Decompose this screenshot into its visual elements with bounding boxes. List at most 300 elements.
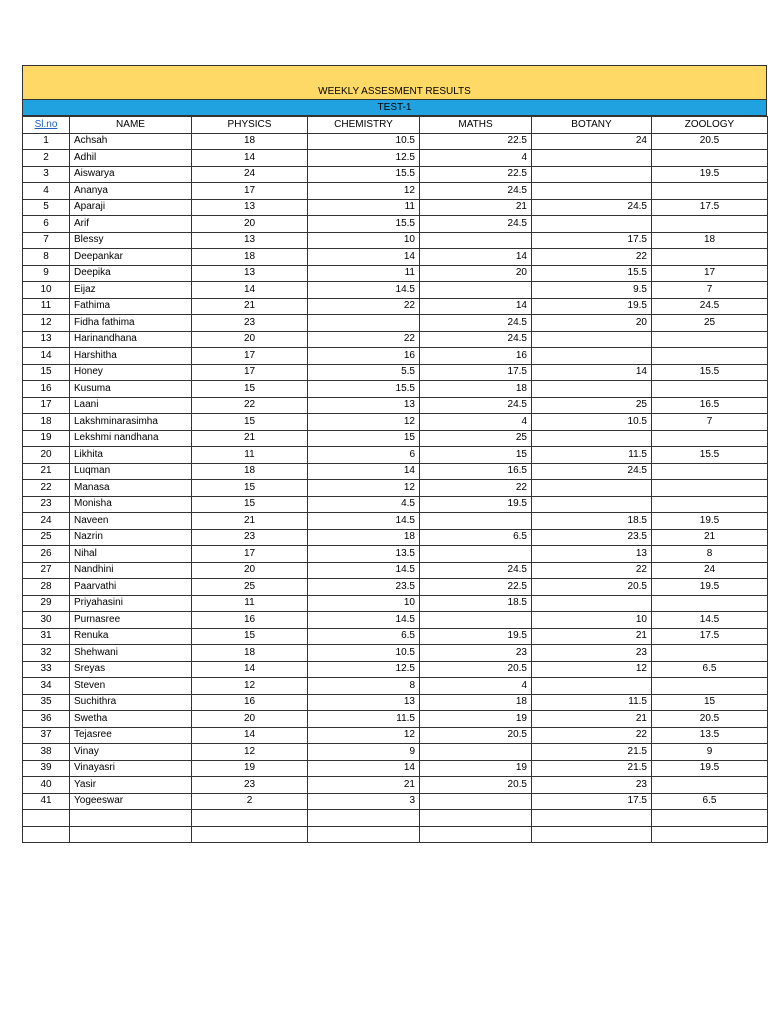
cell-name[interactable]: Luqman <box>70 463 192 480</box>
cell-maths[interactable]: 20.5 <box>420 727 532 744</box>
cell-zoology[interactable] <box>652 810 768 827</box>
cell-maths[interactable]: 16.5 <box>420 463 532 480</box>
cell-slno[interactable]: 30 <box>23 612 70 629</box>
cell-physics[interactable]: 20 <box>192 216 308 233</box>
cell-slno[interactable]: 4 <box>23 183 70 200</box>
cell-physics[interactable]: 22 <box>192 397 308 414</box>
cell-zoology[interactable]: 16.5 <box>652 397 768 414</box>
cell-chemistry[interactable]: 23.5 <box>308 579 420 596</box>
cell-slno[interactable]: 33 <box>23 661 70 678</box>
cell-maths[interactable]: 16 <box>420 348 532 365</box>
cell-botany[interactable]: 17.5 <box>532 793 652 810</box>
cell-botany[interactable]: 11.5 <box>532 447 652 464</box>
cell-botany[interactable] <box>532 348 652 365</box>
cell-botany[interactable] <box>532 496 652 513</box>
cell-zoology[interactable] <box>652 777 768 794</box>
cell-botany[interactable] <box>532 810 652 827</box>
cell-physics[interactable]: 16 <box>192 694 308 711</box>
cell-chemistry[interactable] <box>308 315 420 332</box>
cell-maths[interactable] <box>420 612 532 629</box>
cell-slno[interactable]: 37 <box>23 727 70 744</box>
cell-chemistry[interactable]: 12 <box>308 183 420 200</box>
cell-slno[interactable]: 34 <box>23 678 70 695</box>
cell-physics[interactable]: 21 <box>192 298 308 315</box>
cell-name[interactable]: Lakshminarasimha <box>70 414 192 431</box>
cell-slno[interactable]: 41 <box>23 793 70 810</box>
cell-slno[interactable]: 23 <box>23 496 70 513</box>
cell-slno[interactable]: 7 <box>23 232 70 249</box>
cell-name[interactable]: Blessy <box>70 232 192 249</box>
cell-slno[interactable]: 35 <box>23 694 70 711</box>
cell-slno[interactable]: 28 <box>23 579 70 596</box>
cell-name[interactable]: Manasa <box>70 480 192 497</box>
cell-name[interactable]: Fathima <box>70 298 192 315</box>
cell-maths[interactable]: 20 <box>420 265 532 282</box>
cell-botany[interactable]: 15.5 <box>532 265 652 282</box>
cell-zoology[interactable]: 25 <box>652 315 768 332</box>
cell-chemistry[interactable]: 16 <box>308 348 420 365</box>
cell-chemistry[interactable]: 13.5 <box>308 546 420 563</box>
cell-physics[interactable]: 14 <box>192 150 308 167</box>
cell-zoology[interactable]: 20.5 <box>652 133 768 150</box>
cell-botany[interactable]: 20 <box>532 315 652 332</box>
cell-maths[interactable] <box>420 232 532 249</box>
cell-name[interactable]: Swetha <box>70 711 192 728</box>
cell-botany[interactable] <box>532 331 652 348</box>
cell-slno[interactable]: 40 <box>23 777 70 794</box>
cell-botany[interactable]: 19.5 <box>532 298 652 315</box>
cell-name[interactable] <box>70 810 192 827</box>
cell-botany[interactable]: 18.5 <box>532 513 652 530</box>
cell-maths[interactable]: 21 <box>420 199 532 216</box>
cell-slno[interactable]: 18 <box>23 414 70 431</box>
cell-zoology[interactable]: 19.5 <box>652 513 768 530</box>
cell-name[interactable]: Paarvathi <box>70 579 192 596</box>
cell-physics[interactable]: 20 <box>192 331 308 348</box>
cell-botany[interactable]: 25 <box>532 397 652 414</box>
cell-name[interactable]: Honey <box>70 364 192 381</box>
cell-maths[interactable] <box>420 793 532 810</box>
cell-zoology[interactable]: 8 <box>652 546 768 563</box>
cell-maths[interactable]: 22.5 <box>420 133 532 150</box>
cell-maths[interactable]: 22.5 <box>420 579 532 596</box>
cell-zoology[interactable]: 7 <box>652 282 768 299</box>
cell-name[interactable]: Lekshmi nandhana <box>70 430 192 447</box>
cell-maths[interactable]: 6.5 <box>420 529 532 546</box>
cell-name[interactable]: Naveen <box>70 513 192 530</box>
cell-botany[interactable]: 24.5 <box>532 463 652 480</box>
cell-chemistry[interactable]: 10 <box>308 232 420 249</box>
cell-maths[interactable]: 14 <box>420 298 532 315</box>
cell-chemistry[interactable]: 14 <box>308 760 420 777</box>
cell-slno[interactable]: 9 <box>23 265 70 282</box>
cell-zoology[interactable]: 6.5 <box>652 661 768 678</box>
cell-physics[interactable]: 14 <box>192 661 308 678</box>
cell-botany[interactable] <box>532 150 652 167</box>
cell-maths[interactable]: 20.5 <box>420 661 532 678</box>
cell-maths[interactable] <box>420 744 532 761</box>
cell-physics[interactable]: 18 <box>192 133 308 150</box>
cell-botany[interactable]: 9.5 <box>532 282 652 299</box>
cell-chemistry[interactable]: 10 <box>308 595 420 612</box>
cell-chemistry[interactable]: 22 <box>308 298 420 315</box>
cell-maths[interactable]: 24.5 <box>420 562 532 579</box>
cell-physics[interactable]: 17 <box>192 364 308 381</box>
cell-name[interactable]: Nazrin <box>70 529 192 546</box>
cell-maths[interactable]: 25 <box>420 430 532 447</box>
cell-chemistry[interactable] <box>308 810 420 827</box>
cell-maths[interactable]: 24.5 <box>420 315 532 332</box>
cell-maths[interactable]: 18 <box>420 694 532 711</box>
cell-zoology[interactable]: 18 <box>652 232 768 249</box>
cell-slno[interactable]: 15 <box>23 364 70 381</box>
cell-zoology[interactable]: 24.5 <box>652 298 768 315</box>
cell-physics[interactable]: 23 <box>192 315 308 332</box>
cell-slno[interactable]: 19 <box>23 430 70 447</box>
cell-slno[interactable]: 22 <box>23 480 70 497</box>
cell-botany[interactable]: 11.5 <box>532 694 652 711</box>
cell-botany[interactable]: 20.5 <box>532 579 652 596</box>
cell-chemistry[interactable]: 8 <box>308 678 420 695</box>
cell-slno[interactable]: 8 <box>23 249 70 266</box>
cell-botany[interactable]: 13 <box>532 546 652 563</box>
cell-name[interactable]: Harinandhana <box>70 331 192 348</box>
cell-botany[interactable]: 24.5 <box>532 199 652 216</box>
cell-zoology[interactable] <box>652 150 768 167</box>
cell-chemistry[interactable]: 21 <box>308 777 420 794</box>
cell-slno[interactable]: 32 <box>23 645 70 662</box>
cell-zoology[interactable] <box>652 678 768 695</box>
cell-slno[interactable]: 14 <box>23 348 70 365</box>
cell-physics[interactable]: 17 <box>192 546 308 563</box>
cell-name[interactable]: Eijaz <box>70 282 192 299</box>
cell-maths[interactable] <box>420 546 532 563</box>
cell-zoology[interactable]: 17.5 <box>652 628 768 645</box>
cell-name[interactable]: Aparaji <box>70 199 192 216</box>
cell-maths[interactable] <box>420 810 532 827</box>
cell-zoology[interactable]: 13.5 <box>652 727 768 744</box>
cell-maths[interactable]: 17.5 <box>420 364 532 381</box>
cell-name[interactable]: Nandhini <box>70 562 192 579</box>
cell-zoology[interactable]: 20.5 <box>652 711 768 728</box>
cell-botany[interactable] <box>532 826 652 843</box>
cell-botany[interactable]: 14 <box>532 364 652 381</box>
cell-chemistry[interactable] <box>308 826 420 843</box>
cell-physics[interactable]: 15 <box>192 381 308 398</box>
cell-maths[interactable]: 18 <box>420 381 532 398</box>
cell-name[interactable]: Suchithra <box>70 694 192 711</box>
cell-maths[interactable]: 22 <box>420 480 532 497</box>
cell-chemistry[interactable]: 5.5 <box>308 364 420 381</box>
cell-name[interactable]: Purnasree <box>70 612 192 629</box>
cell-physics[interactable]: 14 <box>192 727 308 744</box>
cell-botany[interactable] <box>532 430 652 447</box>
cell-name[interactable]: Laani <box>70 397 192 414</box>
cell-zoology[interactable]: 24 <box>652 562 768 579</box>
cell-name[interactable]: Shehwani <box>70 645 192 662</box>
cell-slno[interactable]: 13 <box>23 331 70 348</box>
cell-physics[interactable]: 21 <box>192 513 308 530</box>
cell-zoology[interactable] <box>652 183 768 200</box>
cell-physics[interactable]: 14 <box>192 282 308 299</box>
cell-name[interactable]: Sreyas <box>70 661 192 678</box>
cell-zoology[interactable] <box>652 463 768 480</box>
cell-name[interactable]: Renuka <box>70 628 192 645</box>
cell-physics[interactable]: 15 <box>192 414 308 431</box>
cell-maths[interactable]: 4 <box>420 678 532 695</box>
cell-zoology[interactable]: 6.5 <box>652 793 768 810</box>
cell-slno[interactable] <box>23 826 70 843</box>
cell-name[interactable]: Tejasree <box>70 727 192 744</box>
cell-physics[interactable]: 2 <box>192 793 308 810</box>
cell-physics[interactable]: 18 <box>192 249 308 266</box>
cell-physics[interactable]: 19 <box>192 760 308 777</box>
cell-name[interactable] <box>70 826 192 843</box>
cell-zoology[interactable] <box>652 480 768 497</box>
cell-physics[interactable]: 23 <box>192 777 308 794</box>
cell-physics[interactable]: 13 <box>192 265 308 282</box>
cell-physics[interactable]: 11 <box>192 447 308 464</box>
cell-slno[interactable]: 39 <box>23 760 70 777</box>
cell-slno[interactable]: 12 <box>23 315 70 332</box>
cell-maths[interactable]: 23 <box>420 645 532 662</box>
cell-botany[interactable] <box>532 183 652 200</box>
cell-zoology[interactable]: 19.5 <box>652 579 768 596</box>
cell-name[interactable]: Vinay <box>70 744 192 761</box>
cell-slno[interactable]: 21 <box>23 463 70 480</box>
cell-name[interactable]: Deepika <box>70 265 192 282</box>
cell-maths[interactable]: 4 <box>420 150 532 167</box>
cell-physics[interactable]: 20 <box>192 711 308 728</box>
cell-slno[interactable]: 36 <box>23 711 70 728</box>
cell-physics[interactable]: 15 <box>192 496 308 513</box>
cell-slno[interactable]: 2 <box>23 150 70 167</box>
cell-botany[interactable]: 21 <box>532 711 652 728</box>
cell-zoology[interactable] <box>652 430 768 447</box>
cell-maths[interactable]: 24.5 <box>420 397 532 414</box>
cell-chemistry[interactable]: 12 <box>308 480 420 497</box>
cell-chemistry[interactable]: 14 <box>308 249 420 266</box>
cell-maths[interactable] <box>420 282 532 299</box>
cell-zoology[interactable] <box>652 826 768 843</box>
cell-physics[interactable]: 12 <box>192 744 308 761</box>
cell-maths[interactable]: 19 <box>420 711 532 728</box>
cell-slno[interactable]: 5 <box>23 199 70 216</box>
cell-maths[interactable]: 19.5 <box>420 628 532 645</box>
cell-name[interactable]: Aiswarya <box>70 166 192 183</box>
cell-slno[interactable]: 1 <box>23 133 70 150</box>
cell-name[interactable]: Arif <box>70 216 192 233</box>
cell-physics[interactable]: 23 <box>192 529 308 546</box>
cell-zoology[interactable]: 17 <box>652 265 768 282</box>
cell-name[interactable]: Monisha <box>70 496 192 513</box>
cell-chemistry[interactable]: 15 <box>308 430 420 447</box>
cell-slno[interactable]: 29 <box>23 595 70 612</box>
cell-maths[interactable]: 20.5 <box>420 777 532 794</box>
cell-chemistry[interactable]: 4.5 <box>308 496 420 513</box>
cell-slno[interactable]: 10 <box>23 282 70 299</box>
cell-physics[interactable] <box>192 810 308 827</box>
cell-slno[interactable]: 26 <box>23 546 70 563</box>
cell-zoology[interactable] <box>652 595 768 612</box>
cell-physics[interactable]: 25 <box>192 579 308 596</box>
cell-zoology[interactable]: 15.5 <box>652 447 768 464</box>
cell-name[interactable]: Vinayasri <box>70 760 192 777</box>
cell-name[interactable]: Adhil <box>70 150 192 167</box>
cell-chemistry[interactable]: 12.5 <box>308 661 420 678</box>
cell-chemistry[interactable]: 13 <box>308 397 420 414</box>
cell-chemistry[interactable]: 12.5 <box>308 150 420 167</box>
cell-maths[interactable]: 22.5 <box>420 166 532 183</box>
cell-botany[interactable] <box>532 166 652 183</box>
cell-chemistry[interactable]: 9 <box>308 744 420 761</box>
cell-name[interactable]: Steven <box>70 678 192 695</box>
cell-name[interactable]: Harshitha <box>70 348 192 365</box>
cell-botany[interactable]: 22 <box>532 727 652 744</box>
cell-botany[interactable] <box>532 678 652 695</box>
cell-botany[interactable] <box>532 381 652 398</box>
cell-chemistry[interactable]: 11 <box>308 265 420 282</box>
cell-chemistry[interactable]: 15.5 <box>308 166 420 183</box>
cell-botany[interactable]: 17.5 <box>532 232 652 249</box>
cell-zoology[interactable] <box>652 645 768 662</box>
cell-chemistry[interactable]: 12 <box>308 727 420 744</box>
cell-name[interactable]: Priyahasini <box>70 595 192 612</box>
cell-chemistry[interactable]: 6 <box>308 447 420 464</box>
cell-zoology[interactable]: 19.5 <box>652 760 768 777</box>
cell-name[interactable]: Nihal <box>70 546 192 563</box>
cell-name[interactable]: Deepankar <box>70 249 192 266</box>
cell-zoology[interactable] <box>652 496 768 513</box>
cell-chemistry[interactable]: 3 <box>308 793 420 810</box>
cell-physics[interactable]: 11 <box>192 595 308 612</box>
cell-name[interactable]: Yogeeswar <box>70 793 192 810</box>
cell-chemistry[interactable]: 11.5 <box>308 711 420 728</box>
cell-name[interactable]: Fidha fathima <box>70 315 192 332</box>
cell-chemistry[interactable]: 12 <box>308 414 420 431</box>
cell-zoology[interactable]: 15.5 <box>652 364 768 381</box>
cell-name[interactable]: Likhita <box>70 447 192 464</box>
cell-chemistry[interactable]: 6.5 <box>308 628 420 645</box>
cell-chemistry[interactable]: 14 <box>308 463 420 480</box>
cell-zoology[interactable]: 17.5 <box>652 199 768 216</box>
cell-botany[interactable]: 12 <box>532 661 652 678</box>
cell-slno[interactable]: 38 <box>23 744 70 761</box>
cell-maths[interactable]: 19 <box>420 760 532 777</box>
cell-botany[interactable]: 24 <box>532 133 652 150</box>
cell-botany[interactable]: 21.5 <box>532 744 652 761</box>
cell-physics[interactable]: 12 <box>192 678 308 695</box>
cell-zoology[interactable] <box>652 216 768 233</box>
cell-chemistry[interactable]: 14.5 <box>308 562 420 579</box>
cell-chemistry[interactable]: 11 <box>308 199 420 216</box>
cell-zoology[interactable]: 21 <box>652 529 768 546</box>
cell-zoology[interactable]: 19.5 <box>652 166 768 183</box>
cell-slno[interactable]: 20 <box>23 447 70 464</box>
cell-chemistry[interactable]: 10.5 <box>308 645 420 662</box>
cell-zoology[interactable] <box>652 331 768 348</box>
cell-name[interactable]: Yasir <box>70 777 192 794</box>
cell-maths[interactable]: 24.5 <box>420 216 532 233</box>
cell-name[interactable]: Achsah <box>70 133 192 150</box>
header-slno[interactable]: Sl.no <box>23 117 70 134</box>
cell-botany[interactable]: 23 <box>532 777 652 794</box>
cell-physics[interactable]: 21 <box>192 430 308 447</box>
cell-maths[interactable]: 14 <box>420 249 532 266</box>
cell-slno[interactable]: 31 <box>23 628 70 645</box>
cell-chemistry[interactable]: 15.5 <box>308 216 420 233</box>
cell-maths[interactable]: 18.5 <box>420 595 532 612</box>
cell-slno[interactable]: 25 <box>23 529 70 546</box>
cell-name[interactable]: Kusuma <box>70 381 192 398</box>
cell-name[interactable]: Ananya <box>70 183 192 200</box>
cell-physics[interactable]: 13 <box>192 232 308 249</box>
cell-physics[interactable]: 17 <box>192 348 308 365</box>
cell-physics[interactable]: 17 <box>192 183 308 200</box>
cell-botany[interactable]: 22 <box>532 562 652 579</box>
cell-chemistry[interactable]: 10.5 <box>308 133 420 150</box>
cell-slno[interactable]: 3 <box>23 166 70 183</box>
cell-physics[interactable]: 16 <box>192 612 308 629</box>
cell-slno[interactable]: 17 <box>23 397 70 414</box>
cell-slno[interactable]: 6 <box>23 216 70 233</box>
cell-slno[interactable]: 11 <box>23 298 70 315</box>
cell-botany[interactable] <box>532 595 652 612</box>
cell-maths[interactable]: 24.5 <box>420 183 532 200</box>
cell-maths[interactable]: 24.5 <box>420 331 532 348</box>
cell-botany[interactable]: 23 <box>532 645 652 662</box>
cell-chemistry[interactable]: 14.5 <box>308 513 420 530</box>
cell-slno[interactable]: 27 <box>23 562 70 579</box>
cell-chemistry[interactable]: 14.5 <box>308 282 420 299</box>
cell-botany[interactable]: 21 <box>532 628 652 645</box>
cell-botany[interactable]: 22 <box>532 249 652 266</box>
cell-physics[interactable]: 15 <box>192 480 308 497</box>
cell-zoology[interactable]: 9 <box>652 744 768 761</box>
cell-physics[interactable]: 18 <box>192 645 308 662</box>
cell-chemistry[interactable]: 18 <box>308 529 420 546</box>
cell-maths[interactable]: 15 <box>420 447 532 464</box>
cell-zoology[interactable] <box>652 381 768 398</box>
cell-slno[interactable]: 16 <box>23 381 70 398</box>
cell-physics[interactable]: 20 <box>192 562 308 579</box>
cell-physics[interactable]: 15 <box>192 628 308 645</box>
cell-slno[interactable]: 24 <box>23 513 70 530</box>
cell-chemistry[interactable]: 14.5 <box>308 612 420 629</box>
cell-maths[interactable]: 19.5 <box>420 496 532 513</box>
cell-botany[interactable]: 23.5 <box>532 529 652 546</box>
cell-chemistry[interactable]: 15.5 <box>308 381 420 398</box>
cell-zoology[interactable]: 15 <box>652 694 768 711</box>
cell-zoology[interactable] <box>652 348 768 365</box>
cell-zoology[interactable] <box>652 249 768 266</box>
cell-botany[interactable] <box>532 480 652 497</box>
cell-zoology[interactable]: 14.5 <box>652 612 768 629</box>
cell-botany[interactable]: 21.5 <box>532 760 652 777</box>
cell-maths[interactable] <box>420 513 532 530</box>
cell-physics[interactable]: 18 <box>192 463 308 480</box>
cell-physics[interactable]: 13 <box>192 199 308 216</box>
cell-maths[interactable]: 4 <box>420 414 532 431</box>
cell-botany[interactable] <box>532 216 652 233</box>
cell-physics[interactable]: 24 <box>192 166 308 183</box>
cell-maths[interactable] <box>420 826 532 843</box>
cell-zoology[interactable]: 7 <box>652 414 768 431</box>
cell-slno[interactable] <box>23 810 70 827</box>
cell-physics[interactable] <box>192 826 308 843</box>
cell-chemistry[interactable]: 22 <box>308 331 420 348</box>
cell-chemistry[interactable]: 13 <box>308 694 420 711</box>
